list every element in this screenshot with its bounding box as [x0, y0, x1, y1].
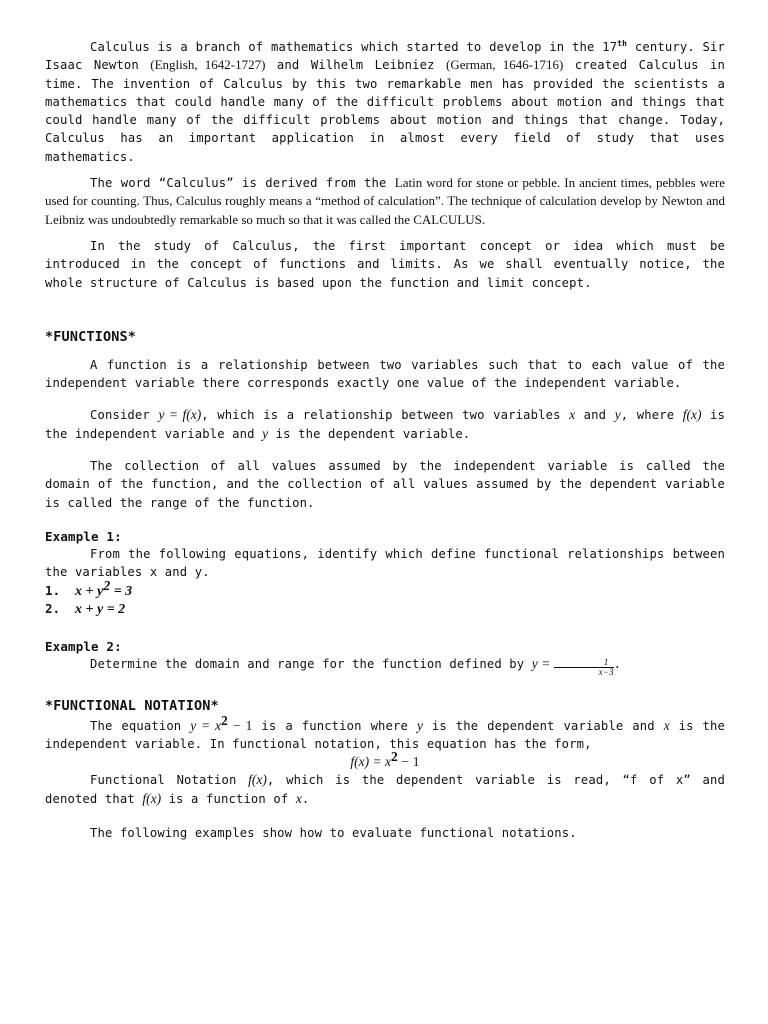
example-2-text [45, 655, 725, 677]
notation-paragraph-3: The following examples show how to evaluate functional notations. [90, 826, 577, 841]
variable: x [663, 717, 670, 733]
text: , where [620, 408, 683, 423]
equation: x + y [75, 583, 104, 599]
text: is the independent variable and [45, 408, 726, 441]
text: Determine the domain and range for the function defined by [90, 656, 532, 671]
equation: f(x) = x [350, 754, 391, 770]
document-page [45, 38, 725, 842]
example-1-text: From the following equations, identify which define functional relationships between the variables x and y. [45, 546, 725, 580]
text: , which is a relationship between two variables [201, 408, 570, 423]
functional-notation-heading: *FUNCTIONAL NOTATION* [45, 697, 219, 714]
text: Functional Notation [90, 773, 249, 788]
notation-paragraph-1 [45, 712, 725, 754]
variable: x [569, 407, 576, 423]
function-notation: f(x) [682, 407, 702, 423]
text: is the independent variable. In functional notation, this equation has the form, [45, 718, 725, 751]
intro-text: century. Sir Isaac Newton [45, 40, 726, 73]
variable: y [614, 407, 621, 423]
intro-text: Calculus is a branch of mathematics which started to develop in the 17 [90, 40, 618, 54]
equation: y = [531, 655, 554, 671]
text: The equation [90, 718, 191, 733]
text: and [575, 408, 615, 423]
text: is the dependent variable. [268, 426, 471, 441]
functions-heading: *FUNCTIONS* [45, 328, 137, 345]
equation: − 1 [397, 754, 420, 770]
notation-paragraph-2 [45, 771, 725, 808]
text: is the dependent variable and [422, 718, 664, 733]
superscript: th [617, 39, 628, 48]
centered-equation [45, 749, 725, 771]
superscript: 2 [103, 578, 111, 594]
text: is a function where [252, 718, 417, 733]
text: Consider [90, 408, 159, 423]
example-1-item [45, 578, 725, 600]
intro-paragraph-2 [45, 174, 725, 229]
variable: y [262, 425, 269, 441]
equation: x + y = 2 [75, 601, 126, 617]
variable: y [416, 717, 423, 733]
newton-dates: (English, 1642-1727) [150, 57, 266, 73]
intro-text: created Calculus in time. The invention of Calculus by this two remarkable men has provided the scientists a mathematics that could handle many of the difficult problems about motion and things that could handle many of the difficult problems about motion and things that change. Today, Calculus has an important application in almost every field of study that uses mathematics. [45, 58, 725, 164]
functions-paragraph-1: A function is a relationship between two variables such that to each value of the independent variable there corresponds exactly one value of the independent variable. [45, 357, 725, 391]
equation: y = x [190, 717, 221, 733]
functions-paragraph-2 [45, 406, 725, 443]
example-1-item [45, 600, 725, 618]
superscript: 2 [220, 712, 228, 728]
function-notation: f(x) [248, 772, 267, 788]
equation: = 3 [110, 583, 133, 599]
equation: − 1 [227, 717, 253, 733]
variable: x [295, 790, 302, 806]
text: is a function of [161, 791, 296, 806]
superscript: 2 [390, 749, 398, 765]
intro-text-serif: Latin word for stone or pebble. In ancient times, pebbles were used for counting. Thus, Calculus roughly means a “method of calculation”. The technique of calculation develop by Newton and Leibniz was undoubtedly remarkable so much so that it was called the CALCULUS. [45, 175, 726, 227]
function-notation: f(x) [142, 790, 162, 806]
text: . [301, 791, 310, 806]
intro-paragraph-3: In the study of Calculus, the first important concept or idea which must be introduced in the concept of functions and limits. As we shall eventually notice, the whole structure of Calculus is based upon the function and limit concept. [45, 238, 725, 290]
example-2-label: Example 2: [45, 638, 122, 654]
equation: y = f(x) [158, 407, 202, 423]
fraction-numerator: 1 [554, 658, 614, 668]
leibniz-dates: (German, 1646-1716) [446, 57, 564, 73]
fraction-denominator: x−3 [598, 666, 614, 677]
item-number: 1. [45, 582, 61, 598]
item-number: 2. [45, 600, 61, 616]
intro-paragraph-1 [45, 38, 725, 166]
text: , which is the dependent variable is read, “f of x” and denoted that [45, 773, 726, 806]
example-1-label: Example 1: [45, 528, 122, 544]
fraction [554, 658, 614, 677]
functions-paragraph-3: The collection of all values assumed by the independent variable is called the domain of the function, and the collection of all values assumed by the dependent variable is called the range of the function. [45, 459, 725, 510]
text: . [613, 656, 622, 671]
intro-text: and Wilhelm Leibniez [265, 58, 447, 73]
intro-text: The word “Calculus” is derived from the [90, 176, 395, 191]
